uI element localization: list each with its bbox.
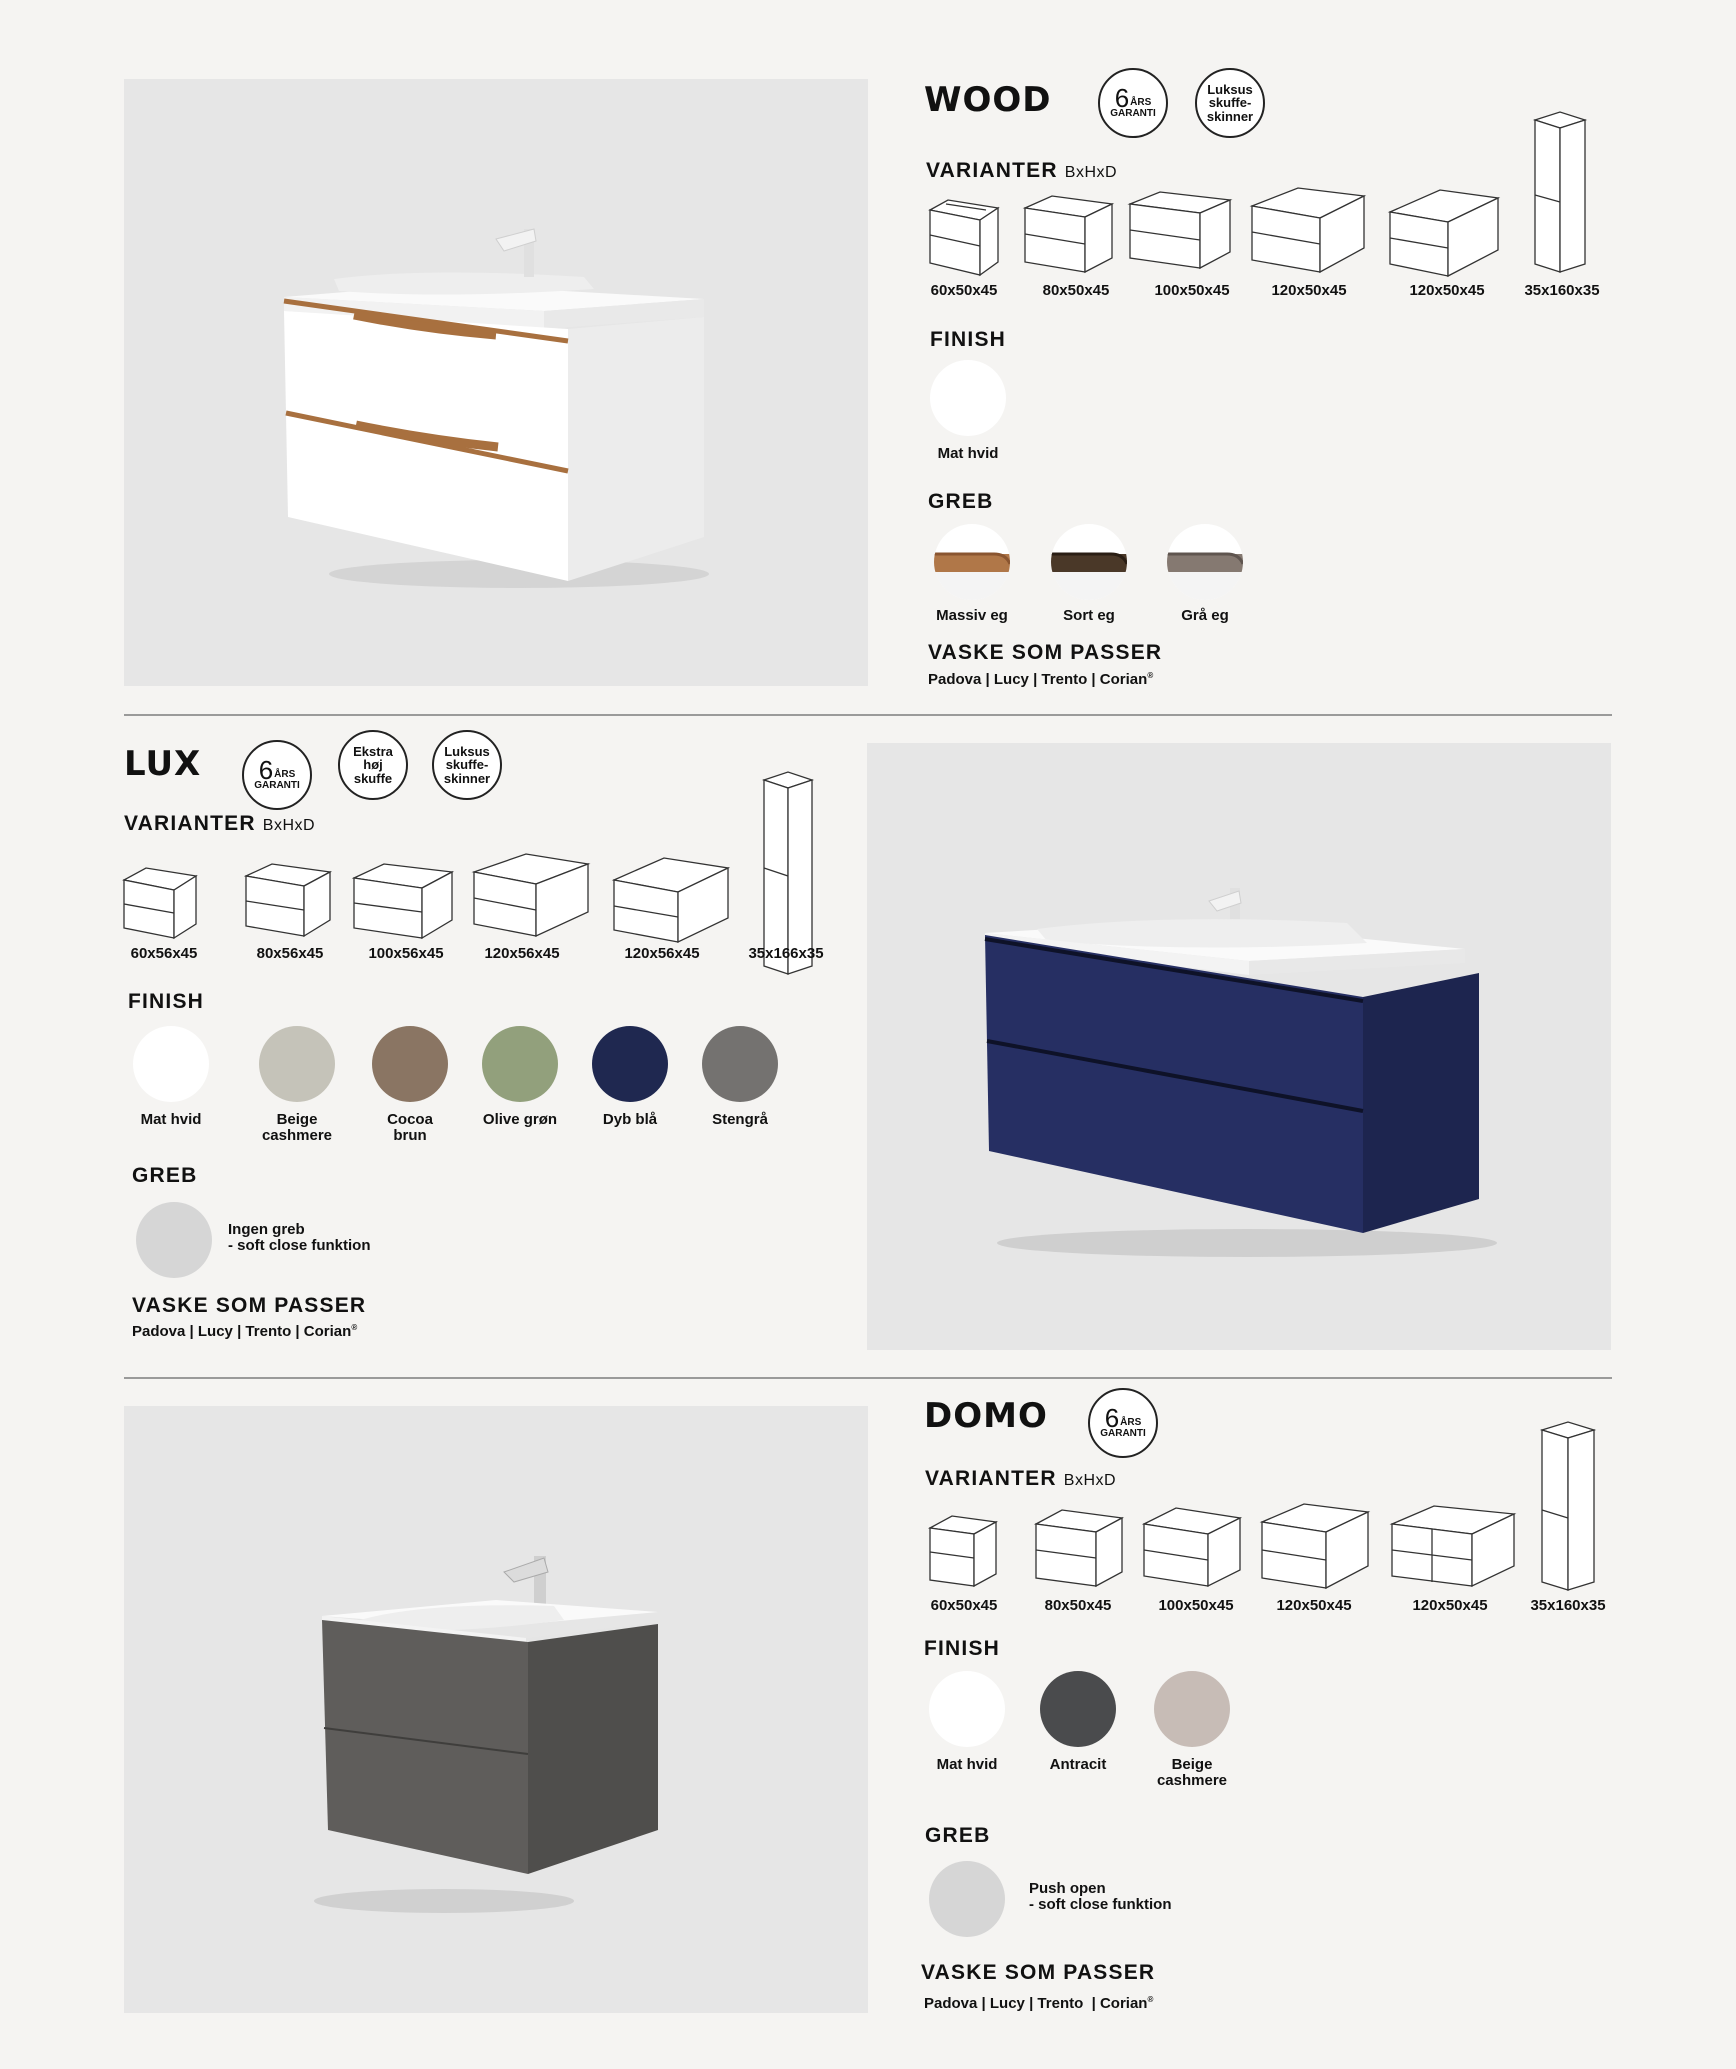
lux-finish-label: Cocoa brun bbox=[387, 1111, 433, 1144]
warranty-years: 6 bbox=[258, 754, 274, 785]
sinks-text: Padova | Lucy | Trento | Corian bbox=[928, 671, 1148, 688]
domo-finish-heading: FINISH bbox=[924, 1637, 1001, 1660]
wood-variant-label: 35x160x35 bbox=[1524, 282, 1600, 299]
domo-finish-swatch bbox=[929, 1671, 1005, 1747]
domo-variant-label: 35x160x35 bbox=[1530, 1597, 1606, 1614]
luksus-text: Luksus skuffe- skinner bbox=[1206, 81, 1254, 124]
domo-variant-label: 80x50x45 bbox=[1044, 1597, 1112, 1614]
lux-finish-label: Olive grøn bbox=[482, 1111, 558, 1128]
domo-variant-label: 120x50x45 bbox=[1412, 1597, 1488, 1614]
domo-sinks-list bbox=[924, 1995, 1153, 2012]
wood-finish-heading: FINISH bbox=[930, 328, 1007, 351]
domo-title: DOMO bbox=[924, 1396, 1048, 1436]
lux-finish-swatch bbox=[133, 1026, 209, 1102]
varianter-label: VARIANTER bbox=[124, 812, 256, 835]
wood-product-photo bbox=[124, 79, 868, 686]
wood-greb-sort-eg bbox=[1051, 524, 1127, 600]
registered-mark: ® bbox=[1147, 1995, 1154, 2004]
warranty-years-word: ÅRS bbox=[1120, 1417, 1142, 1429]
domo-finish-label: Mat hvid bbox=[936, 1756, 998, 1773]
wood-variant-icons bbox=[920, 97, 1620, 290]
lux-variant-label: 120x56x45 bbox=[484, 945, 560, 962]
lux-sinks-list bbox=[132, 1323, 357, 1340]
warranty-garanti: GARANTI bbox=[1100, 1427, 1146, 1439]
warranty-years: 6 bbox=[1114, 82, 1130, 113]
warranty-garanti: GARANTI bbox=[1110, 107, 1156, 119]
registered-mark: ® bbox=[1147, 671, 1154, 680]
section-divider bbox=[124, 1377, 1612, 1379]
warranty-years: 6 bbox=[1104, 1402, 1120, 1433]
lux-variant-label: 60x56x45 bbox=[130, 945, 198, 962]
domo-vanity-image bbox=[124, 1406, 868, 2013]
lux-finish-swatch bbox=[702, 1026, 778, 1102]
wood-variant-label: 120x50x45 bbox=[1271, 282, 1347, 299]
domo-finish-label: Beige cashmere bbox=[1156, 1756, 1228, 1789]
domo-finish-swatch bbox=[1154, 1671, 1230, 1747]
lux-product-photo bbox=[867, 743, 1611, 1350]
greb-text-line: Ingen greb bbox=[228, 1221, 305, 1238]
wood-sinks-heading: VASKE SOM PASSER bbox=[928, 641, 1163, 664]
wood-greb-label: Massiv eg bbox=[936, 607, 1008, 624]
wood-greb-massiv-eg bbox=[934, 524, 1010, 600]
lux-greb-swatch bbox=[136, 1202, 212, 1278]
wood-variant-label: 80x50x45 bbox=[1042, 282, 1110, 299]
varianter-label: VARIANTER bbox=[926, 159, 1058, 182]
varianter-label: VARIANTER bbox=[925, 1467, 1057, 1490]
lux-finish-swatch bbox=[592, 1026, 668, 1102]
warranty-years-word: ÅRS bbox=[1130, 97, 1152, 109]
domo-variant-label: 120x50x45 bbox=[1276, 1597, 1352, 1614]
lux-vanity-image bbox=[867, 743, 1611, 1350]
ekstra-text: Ekstra høj skuffe bbox=[353, 743, 393, 786]
lux-finish-label: Stengrå bbox=[712, 1111, 768, 1128]
domo-greb-text bbox=[1029, 1881, 1172, 1913]
domo-product-photo bbox=[124, 1406, 868, 2013]
lux-greb-heading: GREB bbox=[132, 1164, 198, 1187]
lux-variant-label: 100x56x45 bbox=[368, 945, 444, 962]
lux-variant-label: 35x166x35 bbox=[748, 945, 824, 962]
lux-finish-label: Beige cashmere bbox=[261, 1111, 333, 1144]
wood-variant-label: 100x50x45 bbox=[1154, 282, 1230, 299]
domo-variant-icons bbox=[920, 1410, 1640, 1600]
varianter-unit: BxHxD bbox=[262, 817, 316, 834]
domo-variant-label: 60x50x45 bbox=[930, 1597, 998, 1614]
domo-finish-label: Antracit bbox=[1049, 1756, 1107, 1773]
domo-greb-heading: GREB bbox=[925, 1824, 991, 1847]
domo-variant-label: 100x50x45 bbox=[1158, 1597, 1234, 1614]
sinks-text: Padova | Lucy | Trento | Corian bbox=[132, 1323, 352, 1340]
lux-finish-heading: FINISH bbox=[128, 990, 205, 1013]
domo-sinks-heading: VASKE SOM PASSER bbox=[921, 1961, 1156, 1984]
wood-sinks-list bbox=[928, 671, 1153, 688]
warranty-garanti: GARANTI bbox=[254, 779, 300, 791]
lux-finish-swatch bbox=[372, 1026, 448, 1102]
greb-text-line: - soft close funktion bbox=[228, 1237, 371, 1254]
wood-title: WOOD bbox=[924, 80, 1052, 120]
wood-greb-label: Sort eg bbox=[1063, 607, 1115, 624]
wood-finish-swatch-mat-hvid bbox=[930, 360, 1006, 436]
greb-text-line: - soft close funktion bbox=[1029, 1896, 1172, 1913]
wood-greb-heading: GREB bbox=[928, 490, 994, 513]
lux-finish-swatch bbox=[259, 1026, 335, 1102]
varianter-unit: BxHxD bbox=[1064, 164, 1118, 181]
registered-mark: ® bbox=[351, 1323, 358, 1332]
wood-variant-label: 60x50x45 bbox=[930, 282, 998, 299]
wood-vanity-image bbox=[124, 79, 868, 686]
lux-sinks-heading: VASKE SOM PASSER bbox=[132, 1294, 367, 1317]
wood-variant-label: 120x50x45 bbox=[1409, 282, 1485, 299]
sinks-text: Padova | Lucy | Trento | Corian bbox=[924, 1995, 1148, 2012]
wood-finish-label: Mat hvid bbox=[937, 445, 999, 462]
varianter-unit: BxHxD bbox=[1063, 1472, 1117, 1489]
luksus-text: Luksus skuffe- skinner bbox=[443, 743, 491, 786]
wood-greb-label: Grå eg bbox=[1181, 607, 1229, 624]
warranty-years-word: ÅRS bbox=[274, 769, 296, 781]
greb-text-line: Push open bbox=[1029, 1880, 1106, 1897]
lux-greb-text bbox=[228, 1222, 371, 1254]
lux-finish-swatch bbox=[482, 1026, 558, 1102]
lux-variant-label: 120x56x45 bbox=[624, 945, 700, 962]
lux-title: LUX bbox=[124, 744, 202, 784]
wood-greb-graa-eg bbox=[1167, 524, 1243, 600]
lux-variant-label: 80x56x45 bbox=[256, 945, 324, 962]
domo-finish-swatch bbox=[1040, 1671, 1116, 1747]
lux-finish-label: Dyb blå bbox=[602, 1111, 658, 1128]
section-divider bbox=[124, 714, 1612, 716]
domo-greb-swatch bbox=[929, 1861, 1005, 1937]
lux-finish-label: Mat hvid bbox=[140, 1111, 202, 1128]
